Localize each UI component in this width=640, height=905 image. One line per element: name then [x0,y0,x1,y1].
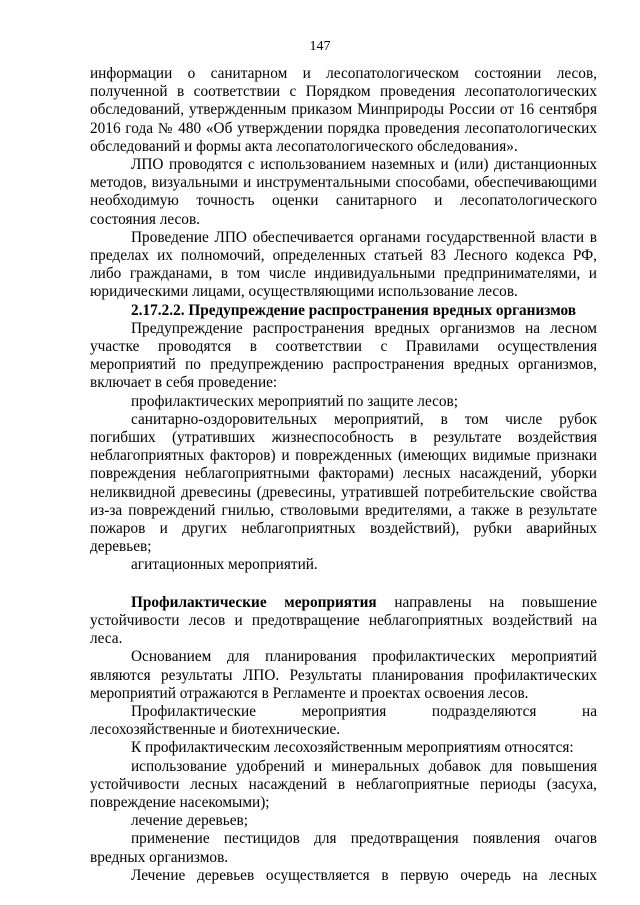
paragraph: Предупреждение распространения вредных организмов на лесном участке проводятся в соответствии с Правилами осуществления мероприятий по предупреждению распространения вредных организмов, включает в себя проведение: [90,319,597,392]
list-item: профилактических мероприятий по защите лесов; [131,392,459,410]
paragraph: Лечение деревьев осуществляется в первую очередь на лесных [131,866,597,884]
paragraph: Проведение ЛПО обеспечивается органами государственной власти в пределах их полномочий, определенных статьей 83 Лесного кодекса РФ, либо гражданами, в том числе индивидуальными предпринимателями, и юридическими лицами, осуществляющими использование лесов. [90,228,597,301]
list-item: использование удобрений и минеральных добавок для повышения устойчивости лесных насаждений в неблагоприятные периоды (засуха, повреждение насекомыми); [90,757,597,811]
document-body [90,65,597,885]
paragraph [90,594,597,649]
list-item: санитарно-оздоровительных мероприятий, в том числе рубок погибших (утративших жизнеспособность в результате воздействия неблагоприятных факторов) и поврежденных (имеющих видимые признаки повреждения неблагоприятными факторами) лесных насаждений, уборки неликвидной древесины (древесины, утратившей потребительские свойства из-за повреждений гнилью, стволовыми вредителями, а также в результате пожаров и других неблагоприятных воздействий), рубки аварийных деревьев; [90,410,597,556]
list-item: лечение деревьев; [131,812,248,830]
page-number: 147 [309,39,331,54]
paragraph: К профилактическим лесохозяйственным мероприятиям относятся: [131,739,574,757]
paragraph: ЛПО проводятся с использованием наземных и (или) дистанционных методов, визуальными и инструментальными способами, обеспечивающими необходимую точность оценки санитарного и лесопатологического состояния лесов. [90,156,597,228]
list-item: применение пестицидов для предотвращения появления очагов вредных организмов. [90,830,597,866]
paragraph-text: направлены на повышение устойчивости лесов и предотвращение неблагоприятных воздействий на леса. [90,593,597,648]
list-item: агитационных мероприятий. [131,556,318,574]
section-heading: 2.17.2.2. Предупреждение распространения вредных организмов [131,301,576,319]
paragraph: Профилактические мероприятия подразделяются на лесохозяйственные и биотехнические. [90,702,597,739]
paragraph: информации о санитарном и лесопатологическом состоянии лесов, полученной в соответствии с Порядком проведения лесопатологических обследований, утвержденным приказом Минприроды России от 16 сентября 2016 года № 480 «Об утверждении порядка проведения лесопатологических обследований и формы акта лесопатологического обследования». [90,65,597,155]
paragraph: Основанием для планирования профилактических мероприятий являются результаты ЛПО. Результаты планирования профилактических мероприятий отражаются в Регламенте и проектах освоения лесов. [90,648,597,702]
bold-term: Профилактические мероприятия [131,593,377,611]
